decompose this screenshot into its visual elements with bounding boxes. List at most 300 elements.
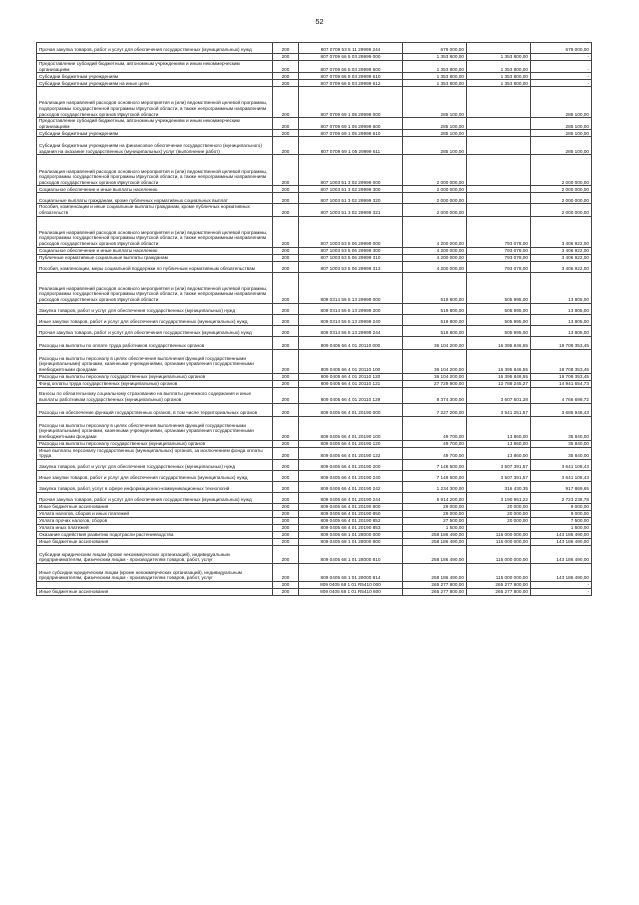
cell-v1: 1 234 300,00 [403,481,467,492]
cell-ved: 200 [273,303,299,314]
cell-v3: 13 805,00 [531,272,592,303]
cell-v2: 793 078,00 [467,254,531,261]
cell-name: Пособия, компенсации и иные социальные выплаты гражданам, кроме публичных нормативных обязательств [37,204,273,216]
table-row [37,54,592,61]
cell-v1: 2 000 000,00 [403,155,467,186]
cell-ved: 200 [273,118,299,130]
cell-v1: 679 000,00 [403,43,467,54]
cell-v2: 3 607 601,28 [467,387,531,403]
cell-ved: 200 [273,538,299,545]
cell-name: Пособия, компенсации, меры социальной поддержки по публичным нормативным обязательствам [37,261,273,272]
cell-ved: 200 [273,336,299,349]
cell-v2: 20 000,00 [467,510,531,517]
cell-ved: 200 [273,510,299,517]
cell-name: Реализация направлений расходов основного мероприятия и (или) ведомственной целевой программы, подпрограммы государственной программы Иркутской области, а также непрограммным направлениям расходов государственных органов Иркутской области [37,272,273,303]
cell-name: Иные бюджетные ассигнования [37,588,273,595]
cell-name: Иные закупки товаров, работ и услуг для обеспечения государственных (муниципальных) нужд [37,314,273,325]
cell-v2: 505 995,00 [467,303,531,314]
cell-ved: 200 [273,503,299,510]
cell-v2: 3 507 391,57 [467,459,531,470]
cell-v2: 3 541 251,57 [467,403,531,416]
cell-ved: 200 [273,563,299,581]
cell-code: 807 1003 53 5 06 29999 300 [299,247,403,254]
cell-ved: 200 [273,272,299,303]
cell-ved: 200 [273,54,299,61]
cell-code: 807 0709 53 5 11 29999 244 [299,43,403,54]
cell-name: Субсидии бюджетным учреждениям [37,130,273,137]
cell-v3: 1 500,00 [531,524,592,531]
cell-v3: - [531,54,592,61]
table-row [37,216,592,247]
cell-v1: 49 700,00 [403,440,467,447]
cell-v1: 1 353 800,00 [403,73,467,80]
cell-code: 809 0405 68 1 01 28000 000 [299,531,403,538]
table-row [37,387,592,403]
cell-v2: 793 078,00 [467,261,531,272]
cell-ved: 200 [273,137,299,155]
table-row [37,87,592,118]
cell-name: Закупка товаров, работ, услуг в сфере информационно-коммуникационных технологий [37,481,273,492]
cell-ved: 200 [273,87,299,118]
cell-code: 807 0709 66 5 03 29999 612 [299,80,403,87]
cell-v1: 2 000 000,00 [403,186,467,193]
table-row [37,517,592,524]
table-row [37,545,592,563]
cell-code: 809 0405 66 4 01 20110 121 [299,380,403,387]
cell-v1: 27 729 900,00 [403,380,467,387]
cell-ved: 200 [273,492,299,503]
cell-ved: 200 [273,80,299,87]
cell-v3: 679 000,00 [531,43,592,54]
cell-ved: 200 [273,186,299,193]
cell-ved: 200 [273,73,299,80]
cell-code: 807 1003 53 5 06 29999 000 [299,216,403,247]
cell-ved: 200 [273,155,299,186]
cell-name: Реализация направлений расходов основного мероприятия и (или) ведомственной целевой программы, подпрограммы государственной программы Иркутской области, а также непрограммным направлениям расходов государственных органов Иркутской области [37,216,273,247]
cell-ved: 200 [273,380,299,387]
cell-v2: 1 353 800,00 [467,73,531,80]
cell-code: 807 0709 66 5 03 29999 000 [299,54,403,61]
cell-name: Уплата прочих налогов, сборов [37,517,273,524]
cell-v2: 20 000,00 [467,517,531,524]
cell-code: 809 0405 66 4 01 20190 240 [299,470,403,481]
cell-ved: 200 [273,581,299,588]
cell-name: Прочая закупка товаров, работ и услуг для обеспечения государственных (муниципальных) нужд [37,325,273,336]
table-row [37,416,592,440]
cell-v1: 2 000 000,00 [403,204,467,216]
cell-ved: 200 [273,588,299,595]
cell-v3: 35 840,00 [531,416,592,440]
table-row [37,314,592,325]
cell-v1: 36 104 200,00 [403,373,467,380]
cell-v1: 4 200 000,00 [403,216,467,247]
cell-ved: 200 [273,545,299,563]
cell-name: Уплата иных платежей [37,524,273,531]
cell-name: Социальное обеспечение и иные выплаты населению [37,186,273,193]
cell-v3: 4 766 698,72 [531,387,592,403]
cell-name: Субсидии бюджетным учреждениям на финансовое обеспечение государственного (муниципального) задания на оказание государственных (муниципальных) услуг (выполнение работ) [37,137,273,155]
cell-ved: 200 [273,254,299,261]
cell-ved: 200 [273,524,299,531]
cell-v2 [467,118,531,130]
cell-v2 [467,87,531,118]
cell-v1: 27 500,00 [403,517,467,524]
cell-v3: 3 641 108,43 [531,470,592,481]
cell-v3: 285 100,00 [531,87,592,118]
cell-v1: 8 374 300,00 [403,387,467,403]
cell-v2: 505 995,00 [467,325,531,336]
cell-v3: 19 708 353,45 [531,349,592,373]
table-row [37,272,592,303]
cell-v2: 505 995,00 [467,314,531,325]
cell-name: Взносы по обязательному социальному страхованию на выплаты денежного содержания и иные выплаты работникам государственных (муниципальных) органов [37,387,273,403]
cell-code: 807 0709 69 1 05 29999 600 [299,118,403,130]
cell-v3: 9 000,00 [531,503,592,510]
cell-v2 [467,155,531,186]
cell-v2: 12 788 245,27 [467,380,531,387]
cell-v1: 7 148 500,00 [403,470,467,481]
cell-name [37,54,273,61]
cell-name: Иные закупки товаров, работ и услуг для обеспечения государственных (муниципальных) нужд [37,470,273,481]
cell-name: Субсидии бюджетным учреждениям на иные цели [37,80,273,87]
cell-v1: 7 227 200,00 [403,403,467,416]
cell-v2 [467,193,531,204]
cell-v3: 143 186 490,00 [531,538,592,545]
cell-v2: 13 860,00 [467,440,531,447]
cell-code: 807 1003 51 3 02 29999 000 [299,155,403,186]
cell-v3: 143 186 490,00 [531,563,592,581]
table-row [37,325,592,336]
cell-name: Расходы на выплаты персоналу в целях обеспечения выполнения функций государственными (муниципальными) органами, казенными учреждениями, органами управления государственными внебюджетными фондами [37,349,273,373]
cell-name: Расходы на выплаты персоналу в целях обеспечения выполнения функций государственными (муниципальными) органами, казенными учреждениями, органами управления государственными внебюджетными фондами [37,416,273,440]
cell-ved: 200 [273,459,299,470]
cell-name: Расходы на обеспечение функций государственных органов, в том числе территориальных органов [37,403,273,416]
table-row [37,186,592,193]
cell-v1: 5 914 200,00 [403,492,467,503]
cell-v2: 115 000 000,00 [467,563,531,581]
cell-v3: 2 723 238,78 [531,492,592,503]
cell-v2: 3 190 961,22 [467,492,531,503]
cell-name: Субсидии юридическим лицам (кроме некоммерческих организаций), индивидуальным предпринимателям, физическим лицам - производителям товаров, работ, услуг [37,545,273,563]
cell-ved: 200 [273,470,299,481]
cell-name [37,581,273,588]
table-row [37,440,592,447]
table-row [37,403,592,416]
cell-code: 809 0405 68 1 01 28000 814 [299,563,403,581]
cell-code: 809 0405 68 1 01 R5410 800 [299,588,403,595]
cell-v3: 35 840,00 [531,440,592,447]
cell-name: Социальные выплаты гражданам, кроме публичных нормативных социальных выплат [37,193,273,204]
cell-v3: 35 840,00 [531,447,592,459]
cell-v1: 36 104 200,00 [403,336,467,349]
cell-v2: 505 995,00 [467,272,531,303]
cell-v3: 9 000,00 [531,510,592,517]
table-row [37,130,592,137]
cell-code: 809 0314 56 5 13 29999 244 [299,325,403,336]
cell-name: Прочая закупка товаров, работ и услуг для обеспечения государственных (муниципальных) нужд [37,492,273,503]
table-row [37,303,592,314]
table-row [37,459,592,470]
cell-v2: 793 078,00 [467,216,531,247]
table-row [37,373,592,380]
cell-v1: 1 353 800,00 [403,54,467,61]
cell-v3: 285 100,00 [531,137,592,155]
cell-v2: 115 000 000,00 [467,538,531,545]
cell-name: Уплата налогов, сборов и иных платежей [37,510,273,517]
table-row [37,581,592,588]
table-row [37,118,592,130]
cell-ved: 200 [273,61,299,73]
cell-name: Оказание содействия развитию подотрасли растениеводства [37,531,273,538]
cell-code: 807 0709 69 1 05 29999 000 [299,87,403,118]
cell-v3: 3 406 922,00 [531,216,592,247]
cell-v2: 316 430,35 [467,481,531,492]
cell-ved: 200 [273,130,299,137]
cell-ved: 200 [273,193,299,204]
cell-code: 807 1003 51 3 02 29999 321 [299,204,403,216]
table-row [37,349,592,373]
cell-name: Предоставление субсидий бюджетным, автономным учреждениям и иным некоммерческим организациям [37,118,273,130]
table-row [37,538,592,545]
cell-v1: 1 353 800,00 [403,80,467,87]
page-number: 52 [315,17,324,26]
cell-ved: 200 [273,314,299,325]
cell-v3: - [531,73,592,80]
cell-ved: 200 [273,531,299,538]
cell-code: 809 0405 66 4 01 20190 000 [299,403,403,416]
cell-v1: 258 186 490,00 [403,531,467,538]
cell-code: 809 0314 56 5 13 29999 200 [299,303,403,314]
cell-v3: 143 186 490,00 [531,531,592,538]
cell-code: 809 0405 66 4 01 20110 120 [299,373,403,380]
cell-v3: 2 000 000,00 [531,186,592,193]
cell-v3: 3 685 948,43 [531,403,592,416]
cell-v2 [467,130,531,137]
cell-v3: - [531,588,592,595]
cell-ved: 200 [273,204,299,216]
cell-v2: 115 000 000,00 [467,531,531,538]
cell-v3: 285 100,00 [531,130,592,137]
cell-code: 809 0314 56 5 13 29999 000 [299,272,403,303]
cell-code: 807 1003 51 3 02 29999 300 [299,186,403,193]
cell-code: 807 1003 53 5 06 29999 313 [299,261,403,272]
cell-v2: 265 277 800,00 [467,581,531,588]
cell-v1: 285 100,00 [403,118,467,130]
cell-v1: 29 000,00 [403,503,467,510]
cell-code: 807 0709 69 1 05 29999 610 [299,130,403,137]
cell-v2: 13 860,00 [467,447,531,459]
cell-code: 809 0405 66 4 01 20110 129 [299,387,403,403]
cell-code: 809 0405 66 4 01 20190 800 [299,503,403,510]
cell-v2: 13 860,00 [467,416,531,440]
table-row [37,43,592,54]
cell-v1: 1 353 800,00 [403,61,467,73]
table-row [37,481,592,492]
cell-v3: 19 708 353,45 [531,336,592,349]
cell-code: 809 0405 66 4 01 20190 200 [299,459,403,470]
cell-v1: 258 186 490,00 [403,538,467,545]
cell-v2: 16 395 846,55 [467,336,531,349]
table-row [37,336,592,349]
cell-ved: 200 [273,349,299,373]
table-row [37,204,592,216]
table-body [37,43,592,596]
cell-code: 807 1003 51 3 02 29999 320 [299,193,403,204]
cell-v3: 13 805,00 [531,314,592,325]
cell-ved: 200 [273,440,299,447]
cell-v2: 115 000 000,00 [467,545,531,563]
table-row [37,155,592,186]
cell-code: 809 0405 66 4 01 20110 000 [299,336,403,349]
cell-v1: 519 800,00 [403,272,467,303]
cell-v1: 519 800,00 [403,314,467,325]
cell-ved: 200 [273,373,299,380]
cell-v3: 3 641 108,43 [531,459,592,470]
table-row [37,503,592,510]
cell-v3: 3 406 922,00 [531,261,592,272]
cell-name: Прочая закупка товаров, работ и услуг для обеспечения государственных (муниципальных) нужд [37,43,273,54]
cell-v1: 258 186 490,00 [403,545,467,563]
cell-name: Иные выплаты персоналу государственных (муниципальных) органов, за исключением фонда оплаты труда [37,447,273,459]
cell-v3: - [531,581,592,588]
table-row [37,261,592,272]
cell-v2 [467,204,531,216]
cell-v2: 16 395 846,55 [467,349,531,373]
cell-code: 809 0405 68 1 01 28000 800 [299,538,403,545]
cell-v1: 519 800,00 [403,325,467,336]
cell-ved: 200 [273,247,299,254]
cell-code: 809 0405 68 1 01 R5410 000 [299,581,403,588]
cell-ved: 200 [273,416,299,440]
cell-v2: 1 353 800,00 [467,61,531,73]
cell-ved: 200 [273,216,299,247]
cell-v1: 2 000 000,00 [403,193,467,204]
cell-code: 809 0405 66 4 01 20190 850 [299,510,403,517]
table-row [37,193,592,204]
table-row [37,80,592,87]
cell-v1: 7 148 500,00 [403,459,467,470]
cell-v3: 14 941 654,73 [531,380,592,387]
cell-v2: 265 277 800,00 [467,588,531,595]
table-row [37,61,592,73]
cell-name: Субсидии бюджетным учреждениям [37,73,273,80]
cell-v1: 285 100,00 [403,130,467,137]
cell-ved: 200 [273,517,299,524]
cell-code: 807 0709 66 5 03 29999 610 [299,73,403,80]
cell-code: 809 0405 66 4 01 20190 100 [299,416,403,440]
cell-ved: 200 [273,387,299,403]
cell-v1: 4 200 000,00 [403,261,467,272]
cell-name: Иные бюджетные ассигнования [37,503,273,510]
cell-v2: 20 000,00 [467,503,531,510]
cell-v1: 1 500,00 [403,524,467,531]
table-row [37,247,592,254]
cell-v3: 3 406 922,00 [531,254,592,261]
cell-v2: 3 507 391,57 [467,470,531,481]
table-row [37,588,592,595]
cell-v1: 285 100,00 [403,137,467,155]
cell-v2 [467,137,531,155]
cell-v1: 49 700,00 [403,447,467,459]
cell-name: Реализация направлений расходов основного мероприятия и (или) ведомственной целевой программы, подпрограммы государственной программы Иркутской области, а также непрограммным направлениям расходов государственных органов Иркутской области [37,87,273,118]
cell-ved: 200 [273,447,299,459]
cell-ved: 200 [273,43,299,54]
table-row [37,137,592,155]
cell-v1: 265 277 800,00 [403,581,467,588]
cell-ved: 200 [273,403,299,416]
cell-name: Фонд оплаты труда государственных (муниципальных) органов [37,380,273,387]
cell-name: Предоставление субсидий бюджетным, автономным учреждениям и иным некоммерческим организациям [37,61,273,73]
cell-name: Расходы на выплаты персоналу государственных (муниципальных) органов [37,440,273,447]
cell-code: 807 0709 69 1 05 29999 611 [299,137,403,155]
cell-v1: 49 700,00 [403,416,467,440]
cell-v2 [467,43,531,54]
cell-code: 809 0314 56 5 13 29999 240 [299,314,403,325]
cell-v3: 2 000 000,00 [531,204,592,216]
cell-v3: 2 000 000,00 [531,155,592,186]
cell-ved: 200 [273,261,299,272]
cell-code: 809 0405 66 4 01 20190 120 [299,440,403,447]
cell-v1: 29 000,00 [403,510,467,517]
cell-v3: 2 000 000,00 [531,193,592,204]
cell-ved: 200 [273,325,299,336]
cell-v1: 519 800,00 [403,303,467,314]
table-row [37,510,592,517]
cell-v1: 265 277 800,00 [403,588,467,595]
cell-code: 809 0405 66 4 01 20190 244 [299,492,403,503]
table-row [37,531,592,538]
table-row [37,73,592,80]
cell-v3: - [531,61,592,73]
cell-v3: 13 805,00 [531,303,592,314]
cell-name: Социальное обеспечение и иные выплаты населению [37,247,273,254]
cell-name: Закупка товаров, работ и услуг для обеспечения государственных (муниципальных) нужд [37,459,273,470]
table-row [37,254,592,261]
cell-code: 809 0405 66 4 01 20190 853 [299,524,403,531]
budget-execution-table [36,42,592,596]
cell-code: 809 0405 66 4 01 20190 242 [299,481,403,492]
cell-v2: 793 078,00 [467,247,531,254]
cell-v2 [467,186,531,193]
cell-code: 807 1003 53 5 06 29999 310 [299,254,403,261]
cell-v3: 143 186 490,00 [531,545,592,563]
cell-v3: 285 100,00 [531,118,592,130]
table-row [37,524,592,531]
cell-v3: 3 406 922,00 [531,247,592,254]
cell-name: Иные бюджетные ассигнования [37,538,273,545]
cell-code: 809 0405 66 4 01 20190 852 [299,517,403,524]
cell-code: 809 0405 66 4 01 20110 100 [299,349,403,373]
cell-v1: 4 200 000,00 [403,247,467,254]
cell-v3: 13 805,00 [531,325,592,336]
table-row [37,492,592,503]
cell-code: 807 0709 66 5 03 29999 600 [299,61,403,73]
cell-v2: 1 353 800,00 [467,54,531,61]
cell-v2: 16 395 846,55 [467,373,531,380]
cell-code: 809 0405 68 1 01 28000 810 [299,545,403,563]
table-row [37,563,592,581]
cell-v1: 258 186 490,00 [403,563,467,581]
cell-v1: 285 100,00 [403,87,467,118]
cell-v3: - [531,80,592,87]
table-row [37,447,592,459]
cell-ved: 200 [273,481,299,492]
cell-v3: 7 500,00 [531,517,592,524]
table-row [37,380,592,387]
cell-v3: 19 708 353,45 [531,373,592,380]
cell-v3: 917 869,65 [531,481,592,492]
cell-v2: 1 353 800,00 [467,80,531,87]
